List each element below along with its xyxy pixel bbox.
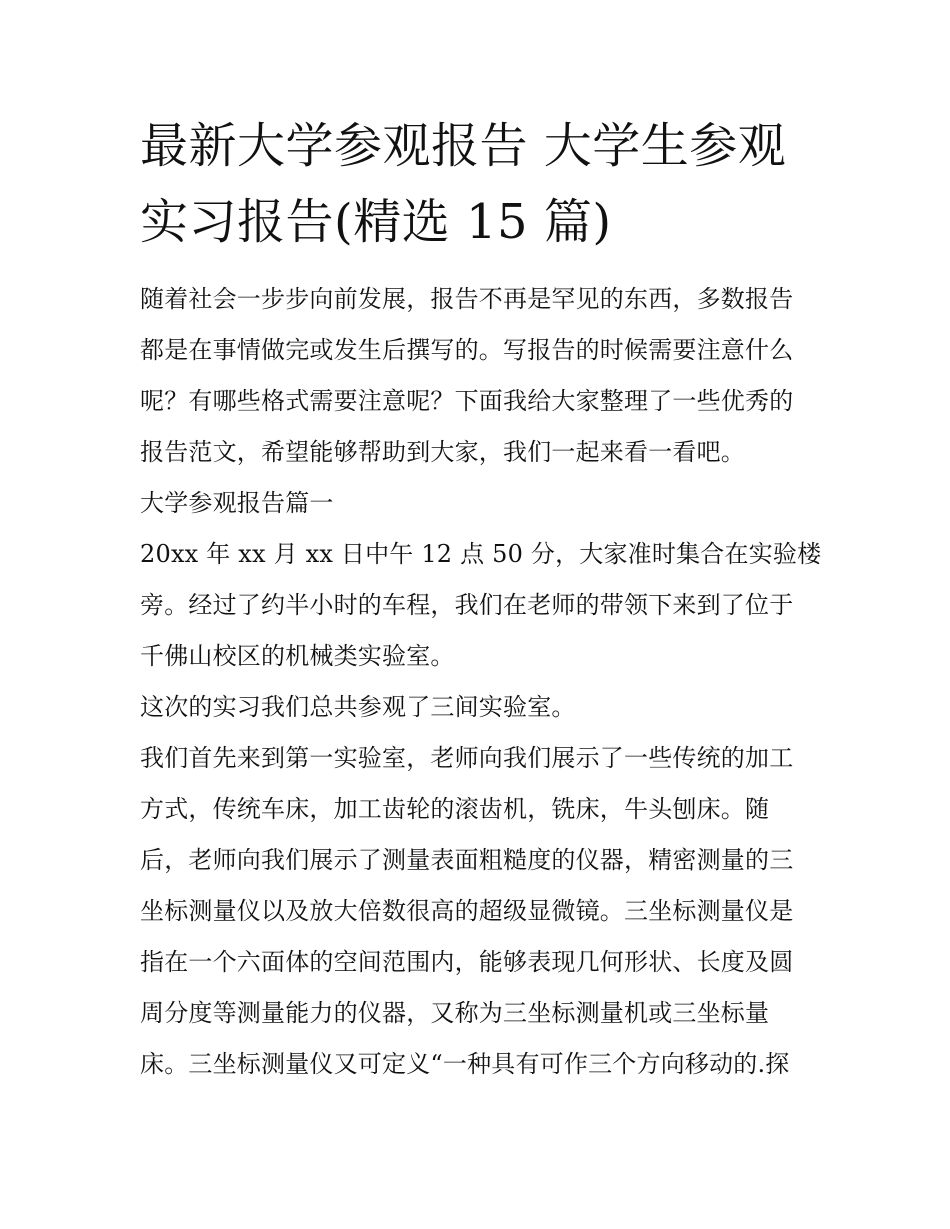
body-paragraph bbox=[140, 682, 812, 733]
title-line: 最新大学参观报告 大学生参观 bbox=[140, 118, 787, 174]
text-line: 指在一个六面体的空间范围内，能够表现几何形状、长度及圆 bbox=[140, 948, 794, 976]
text-line: 床。三坐标测量仪又可定义“一种具有可作三个方向移动的.探 bbox=[140, 1050, 790, 1078]
text-line: 大学参观报告篇一 bbox=[140, 489, 334, 517]
text-line: 周分度等测量能力的仪器，又称为三坐标测量机或三坐标量 bbox=[140, 999, 770, 1027]
text-line: 都是在事情做完或发生后撰写的。写报告的时候需要注意什么 bbox=[140, 336, 794, 364]
title-line: 实习报告(精选 15 篇) bbox=[140, 194, 612, 250]
text-line: 报告范文，希望能够帮助到大家，我们一起来看一看吧。 bbox=[140, 438, 745, 466]
text-line: 随着社会一步步向前发展，报告不再是罕见的东西，多数报告 bbox=[140, 285, 794, 313]
body-paragraph bbox=[140, 529, 822, 682]
text-line: 千佛山校区的机械类实验室。 bbox=[140, 642, 455, 670]
document-title bbox=[140, 108, 812, 260]
document-page bbox=[140, 108, 822, 1090]
text-line: 呢？有哪些格式需要注意呢？下面我给大家整理了一些优秀的 bbox=[140, 387, 794, 415]
text-line: 方式，传统车床，加工齿轮的滚齿机，铣床，牛头刨床。随 bbox=[140, 795, 770, 823]
text-line: 这次的实习我们总共参观了三间实验室。 bbox=[140, 693, 576, 721]
text-line: 后，老师向我们展示了测量表面粗糙度的仪器，精密测量的三 bbox=[140, 846, 794, 874]
section-heading bbox=[140, 478, 812, 529]
text-line: 坐标测量仪以及放大倍数很高的超级显微镜。三坐标测量仪是 bbox=[140, 897, 794, 925]
intro-paragraph bbox=[140, 274, 812, 478]
text-line: 20xx 年 xx 月 xx 日中午 12 点 50 分，大家准时集合在实验楼 bbox=[140, 540, 822, 568]
text-line: 旁。经过了约半小时的车程，我们在老师的带领下来到了位于 bbox=[140, 591, 794, 619]
text-line: 我们首先来到第一实验室，老师向我们展示了一些传统的加工 bbox=[140, 744, 794, 772]
body-paragraph bbox=[140, 733, 812, 1090]
